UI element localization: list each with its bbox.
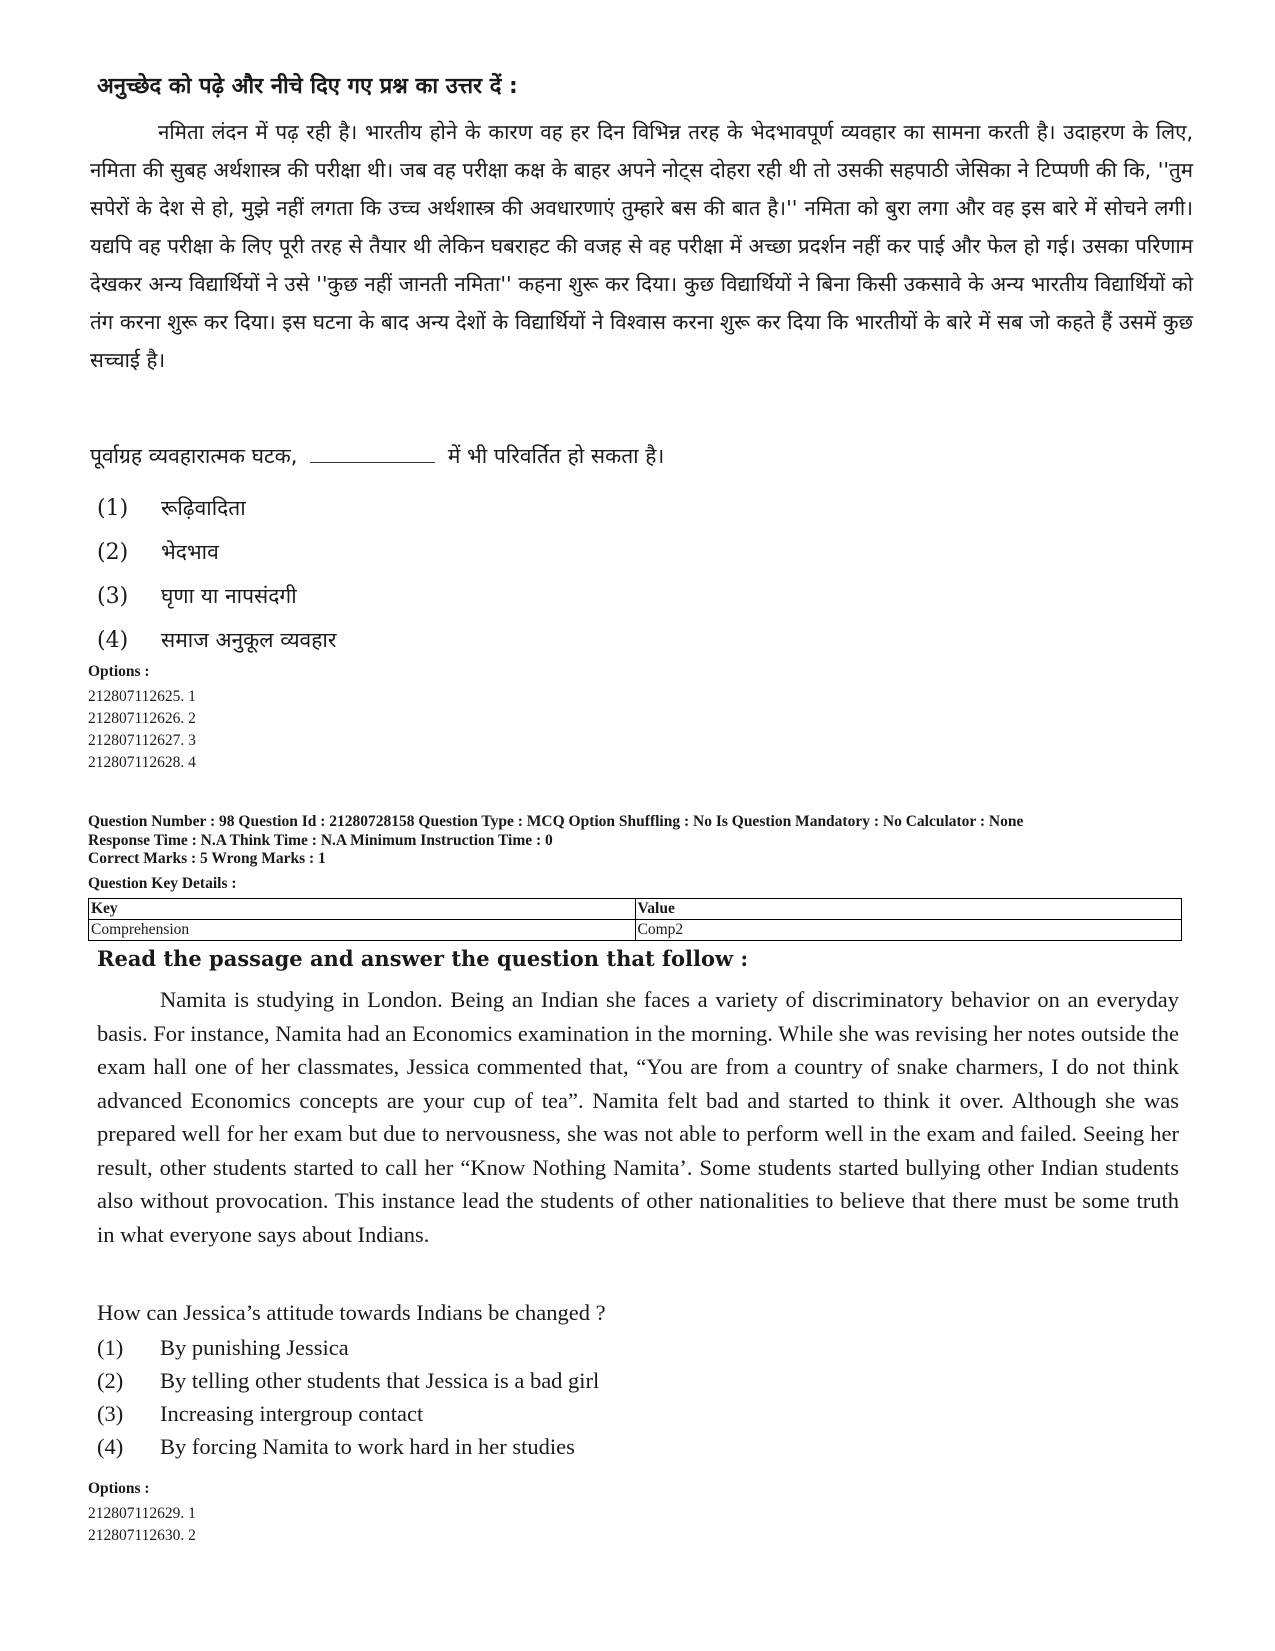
option-text: By punishing Jessica xyxy=(160,1334,349,1360)
option-number: (4) xyxy=(97,1433,124,1459)
english-option xyxy=(97,1430,599,1463)
question-metadata xyxy=(88,812,1023,850)
option-number: (1) xyxy=(97,1334,124,1360)
key-details-heading: Question Key Details : xyxy=(88,875,237,892)
english-instruction-heading: Read the passage and answer the question that follow : xyxy=(97,946,749,971)
option-id-list xyxy=(88,686,196,774)
option-number: (1) xyxy=(97,495,129,521)
table-header-row xyxy=(89,899,1182,920)
english-option-list xyxy=(97,1331,599,1463)
options-heading: Options : xyxy=(88,663,150,680)
option-text: घृणा या नापसंदगी xyxy=(161,584,297,608)
hindi-passage: नमिता लंदन में पढ़ रही है। भारतीय होने के कारण वह हर दिन विभिन्न तरह के भेदभावपूर्ण व्यवहार का सामना करती है। उदाहरण के लिए, नमिता की सुबह अर्थशास्त्र की परीक्षा थी। जब वह परीक्षा कक्ष के बाहर अपने नोट्स दोहरा रही थी तो उसकी सहपाठी जेसिका ने टिप्पणी की कि, ''तुम सपेरों के देश से हो, मुझे नहीं लगता कि उच्च अर्थशास्त्र की अवधारणाएं तुम्हारे बस की बात है।'' नमिता को बुरा लगा और वह इस बारे में सोचने लगी। यद्यपि वह परीक्षा के लिए पूरी तरह से तैयार थी लेकिन घबराहट की वजह से वह परीक्षा में अच्छा प्रदर्शन नहीं कर पाई और फेल हो गई। उसका परिणाम देखकर अन्य विद्यार्थियों ने उसे ''कुछ नहीं जानती नमिता'' कहना शुरू कर दिया। कुछ विद्यार्थियों ने बिना किसी उकसावे के अन्य भारतीय विद्यार्थियों को तंग करना शुरू कर दिया। इस घटना के बाद अन्य देशों के विद्यार्थियों ने विश्वास करना शुरू कर दिया कि भारतीयों के बारे में सब जो कहते हैं उसमें कुछ सच्चाई है। xyxy=(90,120,1193,372)
option-text: By forcing Namita to work hard in her studies xyxy=(160,1433,575,1459)
hindi-option xyxy=(97,530,336,574)
english-passage: Namita is studying in London. Being an Indian she faces a variety of discriminatory behavior on an everyday basis. For instance, Namita had an Economics examination in the morning. While she was revising her notes outside the exam hall one of her classmates, Jessica commented that, “You are from a country of snake charmers, I do not think advanced Economics concepts are your cup of tea”. Namita felt bad and started to think it over. Although she was prepared well for her exam but due to nervousness, she was not able to perform well in the exam and failed. Seeing her result, other students started to call her “Know Nothing Namita’. Some students started bullying other Indian students also without provocation. This instance lead the students of other nationalities to believe that there must be some truth in what everyone says about Indians. xyxy=(97,987,1179,1247)
question-metadata-line: Question Number : 98 Question Id : 21280728158 Question Type : MCQ Option Shuffling : No Is Question Mandatory : No Calculator : None xyxy=(88,813,1024,830)
option-number: (2) xyxy=(97,539,129,565)
option-id: 212807112625. 1 xyxy=(88,688,196,705)
english-option xyxy=(97,1397,599,1430)
hindi-option xyxy=(97,486,336,530)
option-number: (4) xyxy=(97,627,129,653)
table-header-cell: Key xyxy=(89,899,636,920)
hindi-question-text-end: में भी परिवर्तित हो सकता है। xyxy=(447,444,665,468)
option-number: (2) xyxy=(97,1367,124,1393)
option-id: 212807112628. 4 xyxy=(88,754,196,771)
option-id-list xyxy=(88,1503,196,1547)
options-heading: Options : xyxy=(88,1480,150,1497)
hindi-option-list xyxy=(97,486,336,662)
hindi-question xyxy=(90,442,664,470)
hindi-option xyxy=(97,618,336,662)
hindi-option xyxy=(97,574,336,618)
option-number: (3) xyxy=(97,1400,124,1426)
fill-in-blank xyxy=(310,444,435,463)
option-text: भेदभाव xyxy=(161,540,219,564)
table-header-cell: Value xyxy=(635,899,1182,920)
option-id: 212807112629. 1 xyxy=(88,1505,196,1522)
english-option xyxy=(97,1331,599,1364)
hindi-instruction-heading: अनुच्छेद को पढ़े और नीचे दिए गए प्रश्न का उत्तर दें : xyxy=(97,74,518,99)
table-row xyxy=(89,920,1182,941)
table-cell: Comp2 xyxy=(635,920,1182,941)
english-question: How can Jessica’s attitude towards Indians be changed ? xyxy=(97,1300,606,1325)
option-text: रूढ़िवादिता xyxy=(161,496,246,520)
option-text: By telling other students that Jessica is a bad girl xyxy=(160,1367,600,1393)
option-text: समाज अनुकूल व्यवहार xyxy=(161,628,337,652)
question-metadata-line: Response Time : N.A Think Time : N.A Minimum Instruction Time : 0 xyxy=(88,832,553,849)
option-id: 212807112627. 3 xyxy=(88,732,196,749)
hindi-question-text-start: पूर्वाग्रह व्यवहारात्मक घटक, xyxy=(90,444,298,468)
option-text: Increasing intergroup contact xyxy=(160,1400,424,1426)
table-cell: Comprehension xyxy=(89,920,636,941)
marks-info: Correct Marks : 5 Wrong Marks : 1 xyxy=(88,850,326,867)
key-details-table xyxy=(88,898,1182,941)
english-option xyxy=(97,1364,599,1397)
option-number: (3) xyxy=(97,583,129,609)
option-id: 212807112630. 2 xyxy=(88,1527,196,1544)
option-id: 212807112626. 2 xyxy=(88,710,196,727)
